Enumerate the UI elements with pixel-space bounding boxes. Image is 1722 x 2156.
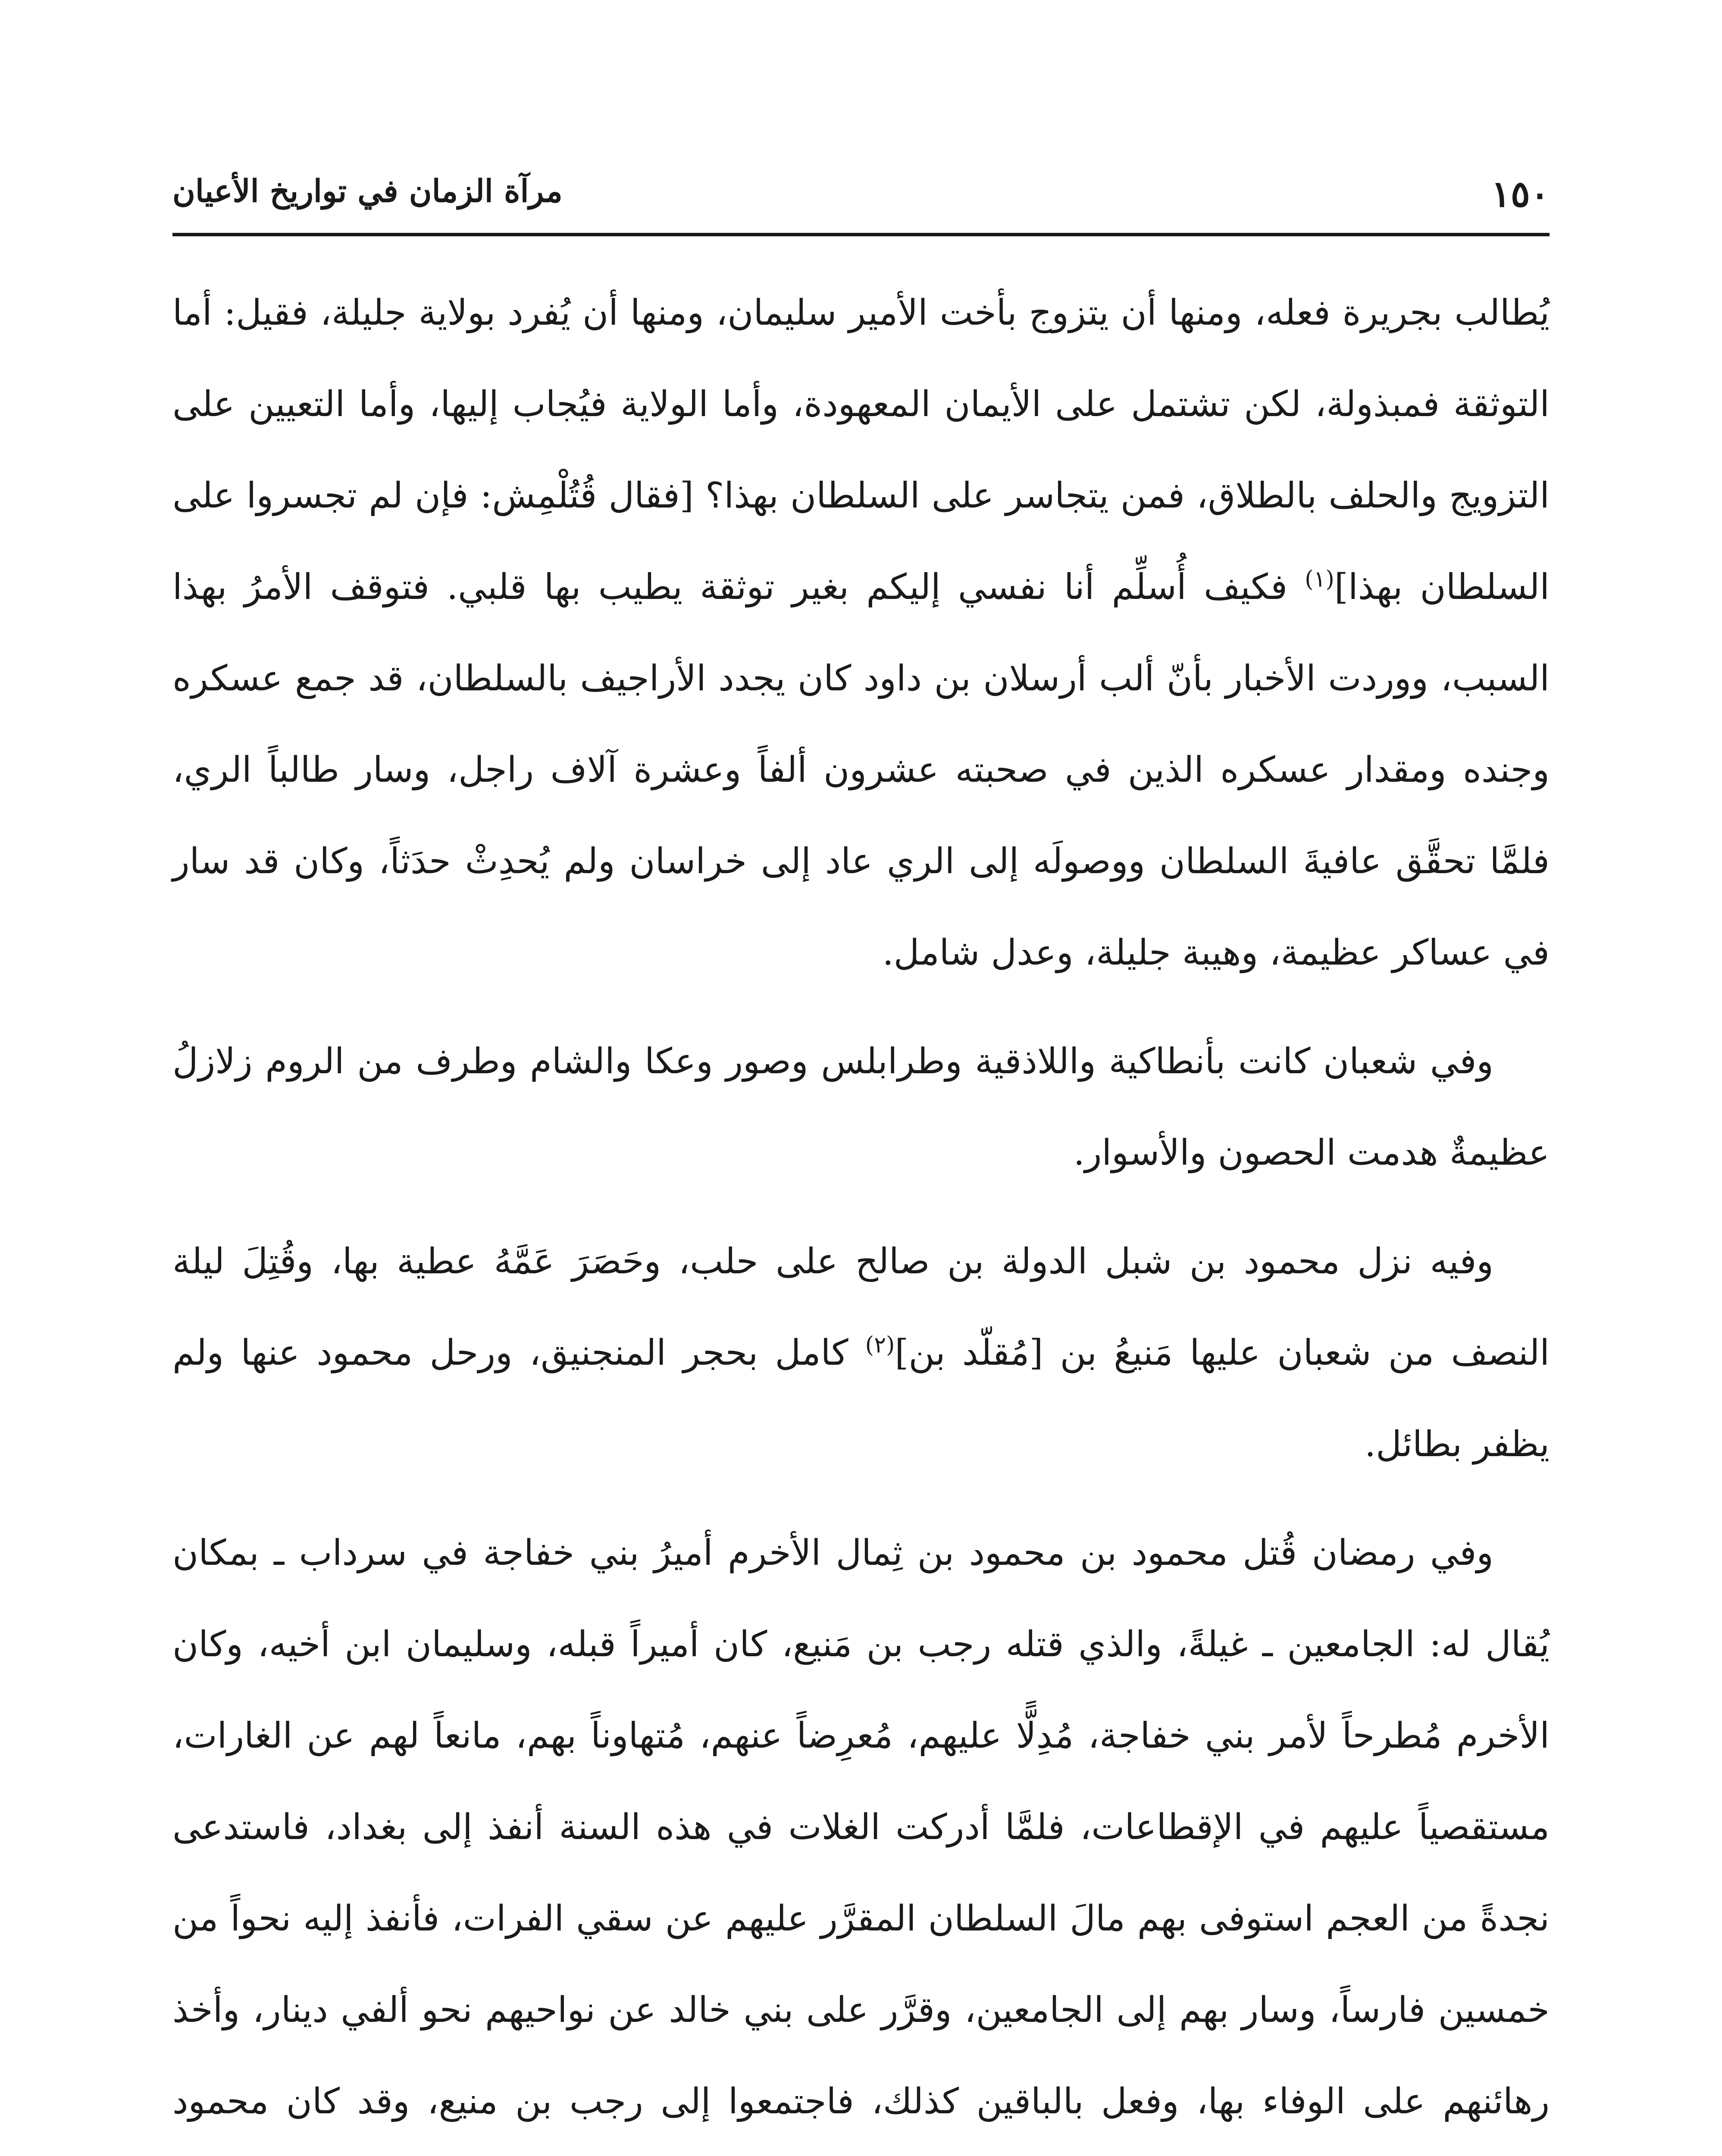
paragraph-text: وفي رمضان قُتل محمود بن محمود بن ثِمال الأخرم أميرُ بني خفاجة في سرداب ـ بمكان يُقال له: الجامعين ـ غيلةً، والذي قتله رجب بن مَنيع، كان أميراً قبله، وسليمان ابن أخيه، وكان الأخرم مُطرحاً لأمر بني خفاجة، مُدِلًّا عليهم، مُعرِضاً عنهم، مُتهاوناً بهم، مانعاً لهم عن الغارات، مستقصياً عليهم في الإقطاعات، فلمَّا أدركت الغلات في هذه السنة أنفذ إلى بغداد، فاستدعى نجدةً من العجم استوفى بهم مالَ السلطان المقرَّر عليهم عن سقي الفرات، فأنفذ إليه نحواً من خمسين فارساً، وسار بهم إلى الجامعين، وقرَّر على بني خالد عن نواحيهم نحو ألفي دينار، وأخذ رهائنهم على الوفاء بها، وفعل بالباقين كذلك، فاجتمعوا إلى رجب بن منيع، وقد كان محمود <box>172 1532 1550 2122</box>
paragraph-2 <box>172 1016 1550 1199</box>
paragraph-text: يُطالب بجريرة فعله، ومنها أن يتزوج بأخت الأمير سليمان، ومنها أن يُفرد بولاية جليلة، فقيل: أما التوثقة فمبذولة، لكن تشتمل على الأيمان المعهودة، وأما الولاية فيُجاب إليها، وأما التعيين على التزويج والحلف بالطلاق، فمن يتجاسر على السلطان بهذا؟ [فقال قُتُلْمِش: فإن لم تجسروا على السلطان بهذا] <box>172 292 1550 608</box>
page-header <box>172 164 1550 237</box>
paragraph-4 <box>172 1507 1550 2156</box>
page-number: ١٥٠ <box>1491 172 1550 215</box>
paragraph-1 <box>172 267 1550 999</box>
paragraph-text: وفي شعبان كانت بأنطاكية واللاذقية وطرابلس وصور وعكا والشام وطرف من الروم زلازلُ عظيمةٌ هدمت الحصون والأسوار. <box>172 1041 1550 1173</box>
paragraph-text: كامل بحجر المنجنيق، ورحل محمود عنها ولم يظفر بطائل. <box>172 1332 1550 1465</box>
paragraph-text: فكيف أُسلِّم أنا نفسي إليكم بغير توثقة يطيب بها قلبي. فتوقف الأمرُ بهذا السبب، ووردت الأخبار بأنّ ألب أرسلان بن داود كان يجدد الأراجيف بالسلطان، قد جمع عسكره وجنده ومقدار عسكره الذين في صحبته عشرون ألفاً وعشرة آلاف راجل، وسار طالباً الري، فلمَّا تحقَّق عافيةَ السلطان ووصولَه إلى الري عاد إلى خراسان ولم يُحدِثْ حدَثاً، وكان قد سار في عساكر عظيمة، وهيبة جليلة، وعدل شامل. <box>172 567 1550 973</box>
footnote-ref-2: (٢) <box>865 1332 895 1358</box>
running-title: مرآة الزمان في تواريخ الأعيان <box>172 172 563 209</box>
paragraph-text: وفيه نزل محمود بن شبل الدولة بن صالح على حلب، وحَصَرَ عَمَّهُ عطية بها، وقُتِلَ ليلة النصف من شعبان عليها مَنيعُ بن [مُقلّد بن] <box>172 1241 1550 1373</box>
footnote-ref-1: (١) <box>1305 566 1334 592</box>
main-text <box>172 267 1550 2156</box>
paragraph-3 <box>172 1216 1550 1490</box>
header-divider <box>172 233 1550 236</box>
